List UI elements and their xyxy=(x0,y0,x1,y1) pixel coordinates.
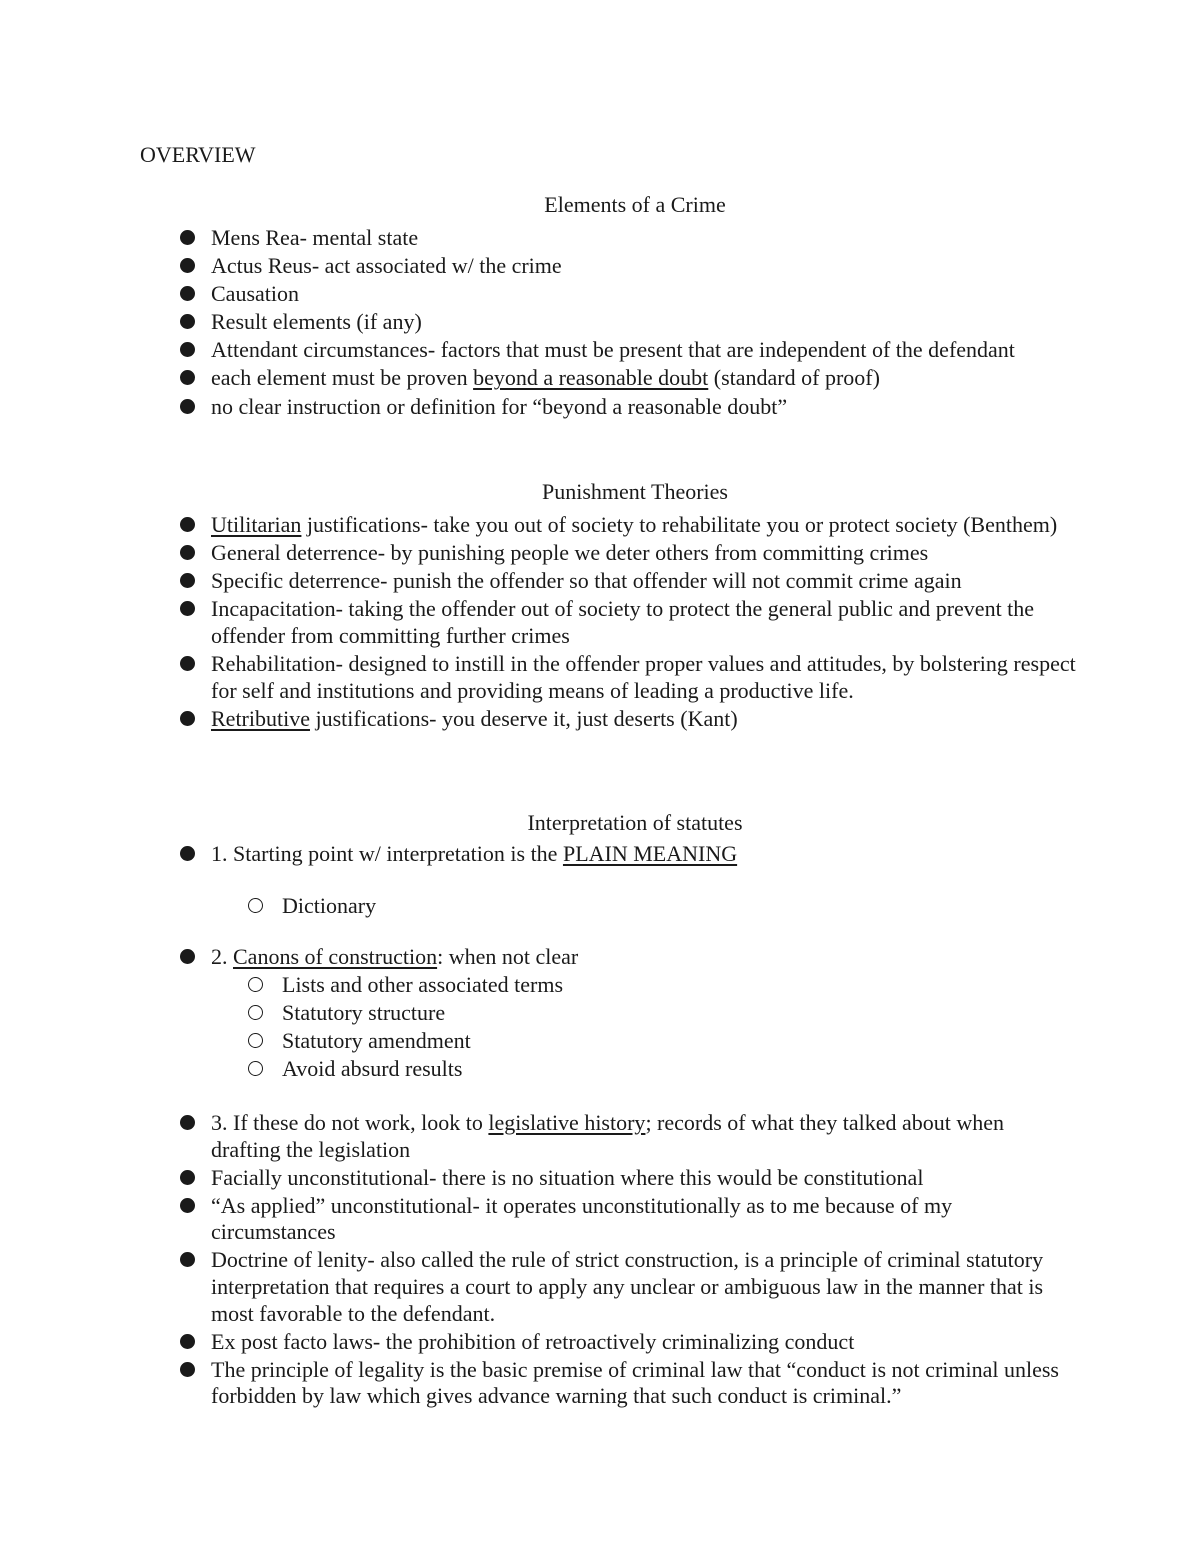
hollow-bullet-icon xyxy=(248,1061,263,1076)
sub-list-item: Lists and other associated terms xyxy=(246,972,1046,999)
bullet-icon xyxy=(180,573,195,588)
list-item: Incapacitation- taking the offender out of society to protect the general public and prevent the offender from committing further crimes xyxy=(176,596,1076,649)
bullet-icon xyxy=(180,711,195,726)
bullet-icon xyxy=(180,370,195,385)
list-item: Utilitarian justifications- take you out of society to rehabilitate you or protect society (Benthem) xyxy=(176,512,1076,539)
list-item: Facially unconstitutional- there is no situation where this would be constitutional xyxy=(176,1165,1076,1192)
elements-list xyxy=(176,225,1076,422)
interpretation-step1 xyxy=(176,841,1076,869)
sub-list-item: Statutory structure xyxy=(246,1000,1046,1027)
sub-list-item: Statutory amendment xyxy=(246,1028,1046,1055)
section-heading-elements: Elements of a Crime xyxy=(544,192,726,217)
hollow-bullet-icon xyxy=(248,1005,263,1020)
list-item: 3. If these do not work, look to legislative history; records of what they talked about when drafting the legislation xyxy=(176,1110,1076,1163)
sub-list-item: Avoid absurd results xyxy=(246,1056,1046,1083)
bullet-icon xyxy=(180,342,195,357)
underlined-term: Canons of construction xyxy=(233,944,438,969)
list-item: 2. Canons of construction: when not clear xyxy=(176,944,1076,971)
bullet-icon xyxy=(180,601,195,616)
bullet-icon xyxy=(180,1198,195,1213)
bullet-icon xyxy=(180,1252,195,1267)
bullet-icon xyxy=(180,1115,195,1130)
document-title: OVERVIEW xyxy=(140,142,256,167)
sub-list-item: Dictionary xyxy=(246,893,1046,920)
list-item: General deterrence- by punishing people we deter others from committing crimes xyxy=(176,540,1076,567)
interpretation-list xyxy=(176,1110,1076,1412)
list-item: Rehabilitation- designed to instill in the offender proper values and attitudes, by bolstering respect for self and institutions and providing means of leading a productive life. xyxy=(176,651,1076,704)
section-heading-interpretation: Interpretation of statutes xyxy=(527,810,743,835)
bullet-icon xyxy=(180,1334,195,1349)
list-item: 1. Starting point w/ interpretation is the PLAIN MEANING xyxy=(176,841,1076,868)
underlined-term: beyond a reasonable doubt xyxy=(473,365,709,391)
list-item: Retributive justifications- you deserve it, just deserts (Kant) xyxy=(176,706,1076,733)
step2-sublist xyxy=(246,972,1046,1084)
hollow-bullet-icon xyxy=(248,977,263,992)
bullet-icon xyxy=(180,399,195,414)
list-item: Doctrine of lenity- also called the rule of strict construction, is a principle of criminal statutory interpretation that requires a court to apply any unclear or ambiguous law in the manner that is most favorable to the defendant. xyxy=(176,1247,1076,1327)
list-item: Specific deterrence- punish the offender so that offender will not commit crime again xyxy=(176,568,1076,595)
bullet-icon xyxy=(180,258,195,273)
list-item: each element must be proven beyond a reasonable doubt (standard of proof) xyxy=(176,365,1076,392)
bullet-icon xyxy=(180,230,195,245)
section-heading-punishment: Punishment Theories xyxy=(542,479,728,504)
underlined-term: legislative history xyxy=(488,1110,646,1135)
bullet-icon xyxy=(180,949,195,964)
list-item: Ex post facto laws- the prohibition of retroactively criminalizing conduct xyxy=(176,1329,1076,1356)
list-item: Result elements (if any) xyxy=(176,309,1076,336)
hollow-bullet-icon xyxy=(248,898,263,913)
list-item: Mens Rea- mental state xyxy=(176,225,1076,252)
interpretation-step2 xyxy=(176,944,1076,972)
bullet-icon xyxy=(180,545,195,560)
bullet-icon xyxy=(180,1362,195,1377)
bullet-icon xyxy=(180,286,195,301)
list-item: The principle of legality is the basic premise of criminal law that “conduct is not criminal unless forbidden by law which gives advance warning that such conduct is criminal.” xyxy=(176,1357,1076,1410)
list-item: Attendant circumstances- factors that must be present that are independent of the defendant xyxy=(176,337,1076,364)
bullet-icon xyxy=(180,314,195,329)
underlined-term: Retributive xyxy=(211,705,310,731)
bullet-icon xyxy=(180,656,195,671)
list-item: Actus Reus- act associated w/ the crime xyxy=(176,253,1076,280)
punishment-list xyxy=(176,512,1076,734)
list-item: “As applied” unconstitutional- it operates unconstitutionally as to me because of my circumstances xyxy=(176,1193,1076,1246)
underlined-term: PLAIN MEANING xyxy=(562,841,738,866)
step1-sublist xyxy=(246,893,1046,921)
list-item: Causation xyxy=(176,281,1076,308)
list-item: no clear instruction or definition for “beyond a reasonable doubt” xyxy=(176,394,1076,421)
bullet-icon xyxy=(180,846,195,861)
bullet-icon xyxy=(180,1170,195,1185)
underlined-term: Utilitarian xyxy=(211,512,302,537)
hollow-bullet-icon xyxy=(248,1033,263,1048)
bullet-icon xyxy=(180,517,195,532)
